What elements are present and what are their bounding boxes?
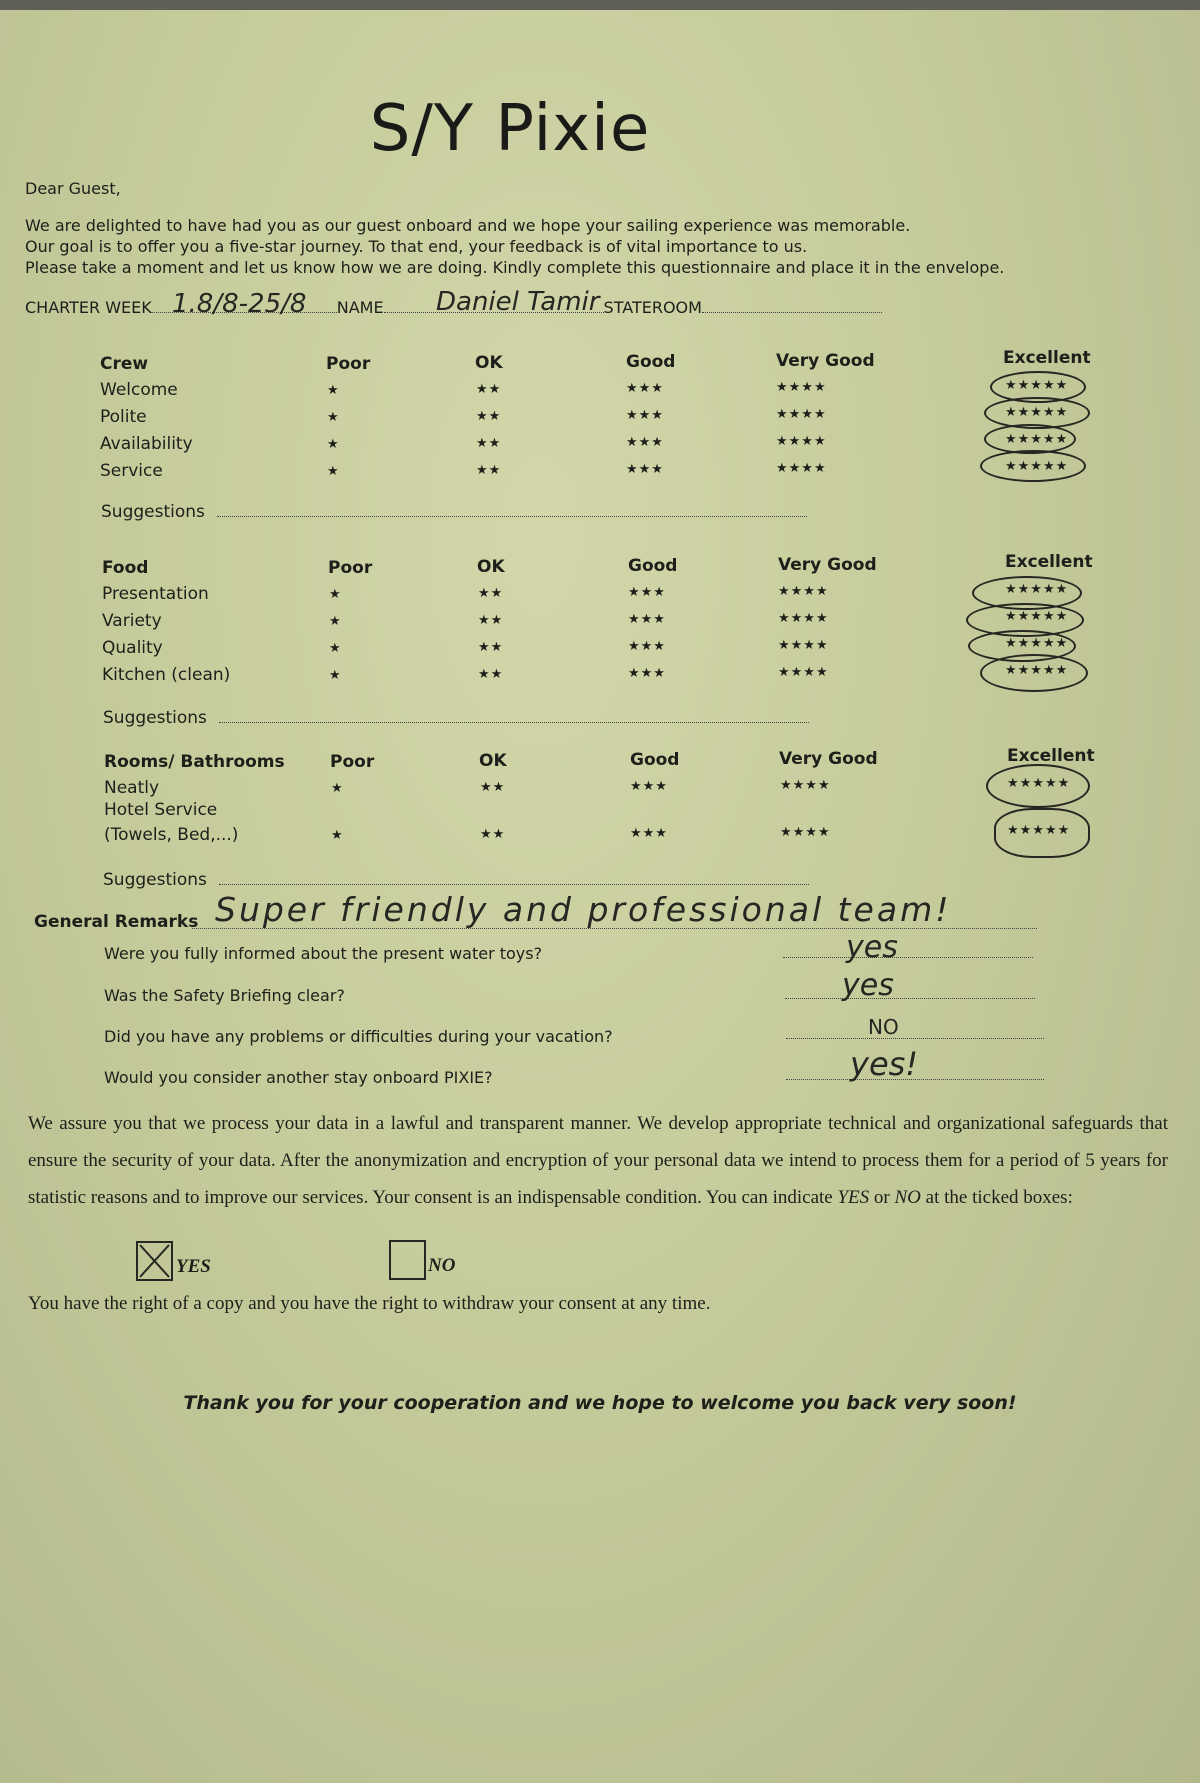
item-label: Service (100, 461, 163, 481)
intro-line-2: Our goal is to offer you a five-star journey. To that end, your feedback is of vital importance to us. (25, 237, 808, 256)
star-option-good[interactable]: ★★★ (628, 584, 666, 599)
item-label: Hotel Service (104, 800, 218, 820)
excellent-circled-mark (980, 654, 1088, 692)
star-option-very-good[interactable]: ★★★★ (778, 637, 829, 652)
star-option-excellent[interactable]: ★★★★★ (1005, 635, 1069, 650)
page-title: S/Y Pixie (369, 92, 651, 166)
thank-you-message: Thank you for your cooperation and we hope to welcome you back very soon! (183, 1392, 1017, 1414)
star-option-very-good[interactable]: ★★★★ (776, 406, 827, 421)
name-label: NAME (336, 298, 384, 317)
intro-line-3: Please take a moment and let us know how we are doing. Kindly complete this questionnaire and place it in the envelope. (25, 258, 1005, 277)
star-option-very-good[interactable]: ★★★★ (776, 379, 827, 394)
item-label: Welcome (100, 380, 178, 400)
privacy-statement (28, 1105, 1168, 1216)
star-option-very-good[interactable]: ★★★★ (780, 777, 831, 792)
star-option-good[interactable]: ★★★ (626, 407, 664, 422)
suggestions-field[interactable] (219, 870, 809, 885)
star-option-good[interactable]: ★★★ (626, 380, 664, 395)
star-option-excellent[interactable]: ★★★★★ (1005, 458, 1069, 473)
star-option-ok[interactable]: ★★ (480, 779, 506, 794)
answer-value: yes! (850, 1045, 919, 1083)
suggestions-label: Suggestions (101, 502, 205, 522)
rating-header-good: Good (628, 556, 678, 576)
star-option-excellent[interactable]: ★★★★★ (1005, 377, 1069, 392)
rating-header-ok: OK (479, 751, 507, 771)
section-title: Crew (100, 354, 149, 374)
rating-header-very-good: Very Good (778, 555, 877, 575)
checkbox-cross-icon (138, 1243, 171, 1279)
star-option-ok[interactable]: ★★ (480, 826, 506, 841)
star-option-poor[interactable]: ★ (331, 827, 344, 842)
star-option-poor[interactable]: ★ (327, 382, 340, 397)
star-option-good[interactable]: ★★★ (628, 611, 666, 626)
rights-statement: You have the right of a copy and you have the right to withdraw your consent at any time. (28, 1293, 711, 1314)
star-option-poor[interactable]: ★ (327, 409, 340, 424)
section-title: Food (102, 558, 149, 578)
suggestions-row (103, 870, 809, 890)
star-option-good[interactable]: ★★★ (630, 778, 668, 793)
stateroom-field[interactable] (702, 298, 882, 313)
star-option-ok[interactable]: ★★ (478, 639, 504, 654)
rating-header-ok: OK (477, 557, 505, 577)
star-option-very-good[interactable]: ★★★★ (778, 664, 829, 679)
charter-week-value: 1.8/8-25/8 (172, 289, 307, 319)
general-remarks-value: Super friendly and professional team! (215, 890, 952, 929)
star-option-very-good[interactable]: ★★★★ (776, 433, 827, 448)
excellent-circled-mark (980, 450, 1086, 482)
answer-value: NO (868, 1015, 899, 1039)
item-label: Neatly (104, 778, 160, 798)
star-option-excellent[interactable]: ★★★★★ (1007, 775, 1071, 790)
star-option-poor[interactable]: ★ (329, 640, 342, 655)
star-option-poor[interactable]: ★ (327, 463, 340, 478)
suggestions-label: Suggestions (103, 870, 207, 890)
answer-value: yes (842, 968, 894, 1003)
star-option-excellent[interactable]: ★★★★★ (1005, 608, 1069, 623)
star-option-good[interactable]: ★★★ (628, 638, 666, 653)
consent-no-checkbox[interactable] (389, 1240, 426, 1280)
star-option-good[interactable]: ★★★ (628, 665, 666, 680)
star-option-ok[interactable]: ★★ (478, 666, 504, 681)
privacy-text-tail: at the ticked boxes: (920, 1187, 1073, 1208)
star-option-good[interactable]: ★★★ (626, 434, 664, 449)
star-option-good[interactable]: ★★★ (626, 461, 664, 476)
greeting: Dear Guest, (25, 179, 121, 198)
privacy-or-word: or (869, 1187, 895, 1208)
rating-header-excellent: Excellent (1003, 348, 1091, 368)
star-option-ok[interactable]: ★★ (478, 585, 504, 600)
answer-field[interactable] (783, 955, 1033, 958)
consent-no-label: NO (428, 1255, 456, 1276)
star-option-poor[interactable]: ★ (331, 780, 344, 795)
star-option-ok[interactable]: ★★ (476, 435, 502, 450)
excellent-circled-mark (986, 764, 1090, 808)
star-option-excellent[interactable]: ★★★★★ (1005, 431, 1069, 446)
consent-yes-label: YES (176, 1256, 211, 1277)
question-another-stay: Would you consider another stay onboard PIXIE? (104, 1068, 493, 1087)
item-label: Quality (102, 638, 163, 658)
charter-week-label: CHARTER WEEK (25, 298, 152, 317)
stateroom-label: STATEROOM (603, 298, 702, 317)
item-label: Polite (100, 407, 147, 427)
intro-text (25, 215, 1004, 278)
suggestions-label: Suggestions (103, 708, 207, 728)
question-safety-briefing: Was the Safety Briefing clear? (104, 986, 345, 1005)
page-edge (0, 0, 1200, 10)
privacy-yes-word: YES (837, 1187, 870, 1208)
answer-field[interactable] (786, 1036, 1044, 1039)
star-option-ok[interactable]: ★★ (476, 408, 502, 423)
privacy-text: We assure you that we process your data in a lawful and transparent manner. We develop appropriate technical and organizational safeguards that ensure the security of your data. After the anonymization and encryption of your personal data we intend to process them for a period of 5 years for statistic reasons and to improve our services. Your consent is an indispensable condition. You can indicate (28, 1113, 1168, 1208)
star-option-very-good[interactable]: ★★★★ (778, 583, 829, 598)
star-option-excellent[interactable]: ★★★★★ (1005, 581, 1069, 596)
consent-yes-checkbox[interactable] (136, 1241, 173, 1281)
section-title: Rooms/ Bathrooms (104, 752, 285, 772)
suggestions-row (103, 708, 809, 728)
item-label: (Towels, Bed,...) (104, 825, 239, 845)
item-label: Availability (100, 434, 193, 454)
item-label: Kitchen (clean) (102, 665, 231, 685)
star-option-ok[interactable]: ★★ (476, 381, 502, 396)
rating-header-poor: Poor (328, 558, 373, 578)
star-option-ok[interactable]: ★★ (476, 462, 502, 477)
rating-header-very-good: Very Good (779, 749, 878, 769)
suggestions-row (101, 502, 807, 522)
star-option-poor[interactable]: ★ (329, 667, 342, 682)
rating-header-very-good: Very Good (776, 351, 875, 371)
star-option-poor[interactable]: ★ (329, 613, 342, 628)
suggestions-field[interactable] (219, 708, 809, 723)
rating-header-ok: OK (475, 353, 503, 373)
excellent-circled-mark (994, 808, 1090, 858)
answer-value: yes (846, 930, 898, 965)
question-problems: Did you have any problems or difficulties during your vacation? (104, 1027, 613, 1046)
privacy-no-word: NO (894, 1187, 921, 1208)
rating-header-poor: Poor (330, 752, 375, 772)
star-option-very-good[interactable]: ★★★★ (778, 610, 829, 625)
star-option-poor[interactable]: ★ (327, 436, 340, 451)
star-option-very-good[interactable]: ★★★★ (780, 824, 831, 839)
star-option-poor[interactable]: ★ (329, 586, 342, 601)
item-label: Variety (102, 611, 162, 631)
suggestions-field[interactable] (217, 502, 807, 517)
star-option-very-good[interactable]: ★★★★ (776, 460, 827, 475)
star-option-excellent[interactable]: ★★★★★ (1005, 404, 1069, 419)
answer-field[interactable] (785, 996, 1035, 999)
star-option-excellent[interactable]: ★★★★★ (1007, 822, 1071, 837)
intro-line-1: We are delighted to have had you as our guest onboard and we hope your sailing experience was memorable. (25, 216, 911, 235)
rating-header-poor: Poor (326, 354, 371, 374)
guest-name-value: Daniel Tamir (436, 287, 600, 317)
rating-header-excellent: Excellent (1005, 552, 1093, 572)
rating-header-excellent: Excellent (1007, 746, 1095, 766)
star-option-good[interactable]: ★★★ (630, 825, 668, 840)
rating-header-good: Good (630, 750, 680, 770)
item-label: Presentation (102, 584, 209, 604)
question-water-toys: Were you fully informed about the present water toys? (104, 944, 543, 963)
star-option-excellent[interactable]: ★★★★★ (1005, 662, 1069, 677)
star-option-ok[interactable]: ★★ (478, 612, 504, 627)
rating-header-good: Good (626, 352, 676, 372)
general-remarks-label: General Remarks (34, 912, 199, 932)
